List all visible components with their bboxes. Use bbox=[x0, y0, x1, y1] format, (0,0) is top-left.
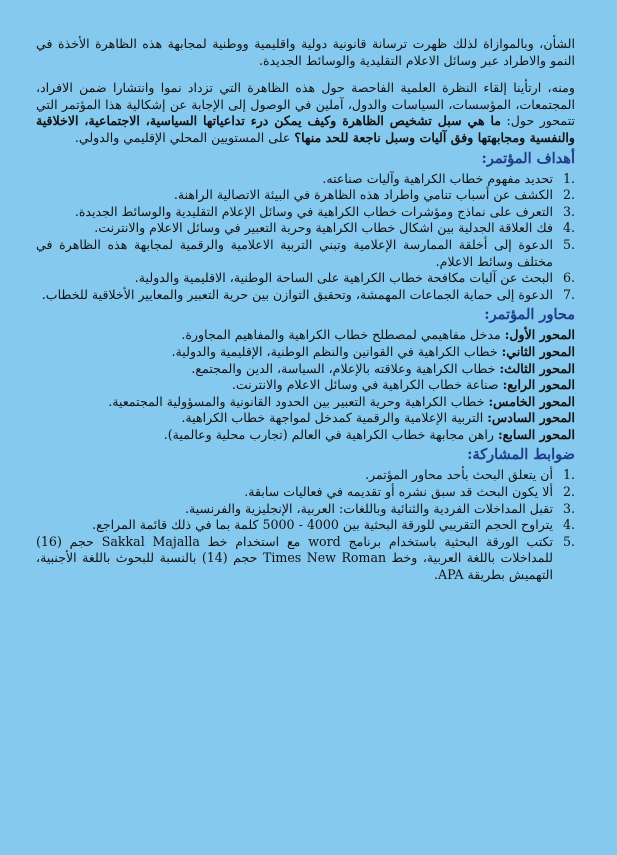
axis-label: المحور الثاني: bbox=[501, 343, 575, 359]
rule-number: .3 bbox=[562, 500, 575, 516]
paragraph-gap bbox=[36, 69, 575, 80]
goal-number: .3 bbox=[562, 203, 575, 219]
axis-label: المحور الثالث: bbox=[499, 360, 575, 376]
rules-heading: ضوابط المشاركة: bbox=[467, 446, 575, 464]
rule-item bbox=[36, 467, 575, 484]
rule-number: .2 bbox=[562, 484, 575, 500]
rule-text: ألا يكون البحث قد سبق نشره أو تقديمه في فعاليات سابقة. bbox=[244, 484, 553, 500]
axis-label: المحور السادس: bbox=[487, 410, 575, 426]
axis-text: خطاب الكراهية وعلاقته بالإعلام، السياسة، الدين والمجتمع. bbox=[191, 360, 500, 376]
goal-item bbox=[36, 287, 575, 304]
intro-p2-end: على المستويين المحلي الإقليمي والدولي. bbox=[74, 129, 295, 145]
axis-item bbox=[36, 394, 575, 411]
goal-text: فك العلاقة الجدلية بين اشكال خطاب الكراهية وحرية التعبير في وسائل الاعلام والانترنت. bbox=[94, 220, 553, 236]
axis-text: خطاب الكراهية وحرية التعبير بين الحدود القانونية والمسؤولية المجتمعية. bbox=[108, 393, 489, 409]
problem-statement: ما هي سبل تشخيص الظاهرة وكيف يمكن درء تداعياتها السياسية، الاجتماعية، الاخلاقية والنفسية ومجابهتها وفق آليات وسبل ناجعة للحد منها؟ bbox=[36, 113, 575, 145]
rule-text: تكتب الورقة البحثية باستخدام برنامج word مع استخدام خط Sakkal Majalla حجم (16) للمداخلات باللغة العربية، وخط Times New Roman حجم (14) بالنسبة للبحوث باللغة الأجنبية، التهميش بطريقة APA. bbox=[36, 533, 554, 583]
rule-item bbox=[36, 501, 575, 518]
goal-text: الكشف عن أسباب تنامي واطراد هذه الظاهرة في البيئة الاتصالية الراهنة. bbox=[173, 187, 553, 203]
goals-heading: أهداف المؤتمر: bbox=[481, 149, 575, 167]
intro-p2-start: ومنه، ارتأينا إلقاء النظرة العلمية الفاحصة حول هذه الظاهرة التي تزداد نموا وانتشارا ضمن الافراد، المجتمعات، المؤسسات، السياسات والدول، آملين في الوصول إلى الإجابة عن إشكالية هذا المؤتمر التي تتمحور حول: bbox=[36, 80, 576, 129]
rule-number: .5 bbox=[562, 533, 575, 549]
goal-item bbox=[36, 204, 575, 221]
rule-number: .1 bbox=[562, 467, 575, 483]
rule-item bbox=[36, 534, 575, 584]
rule-number: .4 bbox=[562, 517, 575, 533]
rule-text: أن يتعلق البحث بأحد محاور المؤتمر. bbox=[365, 467, 553, 483]
rules-list bbox=[36, 467, 575, 583]
rule-item bbox=[36, 517, 575, 534]
axis-item bbox=[36, 377, 575, 394]
axis-text: صناعة خطاب الكراهية في وسائل الاعلام والانترنت. bbox=[231, 377, 503, 393]
goal-item bbox=[36, 270, 575, 287]
goal-text: البحث عن آليات مكافحة خطاب الكراهية على الساحة الوطنية، الاقليمية والدولية. bbox=[134, 270, 553, 286]
axis-item bbox=[36, 361, 575, 378]
rule-item bbox=[36, 484, 575, 501]
goal-item bbox=[36, 171, 575, 188]
goal-text: تحديد مفهوم خطاب الكراهية وآليات صناعته. bbox=[322, 170, 553, 186]
axis-label: المحور الرابع: bbox=[502, 377, 575, 393]
axis-item bbox=[36, 410, 575, 427]
axes-list bbox=[36, 327, 575, 443]
goal-item bbox=[36, 187, 575, 204]
rule-text: تقبل المداخلات الفردية والثنائية وباللغات: العربية، الإنجليزية والفرنسية. bbox=[185, 500, 553, 516]
goal-text: الدعوة إلى أخلقة الممارسة الإعلامية وتبني التربية الاعلامية والرقمية لمجابهة هذه الظاهرة في مختلف وسائط الاعلام. bbox=[36, 236, 553, 269]
axis-item bbox=[36, 327, 575, 344]
intro-paragraph-2 bbox=[36, 80, 575, 146]
goal-number: .5 bbox=[562, 236, 575, 252]
axis-text: خطاب الكراهية في القوانين والنظم الوطنية، الإقليمية والدولية. bbox=[171, 343, 502, 359]
goal-text: الدعوة إلى حماية الجماعات المهمشة، وتحقيق التوازن بين حرية التعبير والمعايير الأخلاقية للخطاب. bbox=[41, 286, 553, 302]
intro-paragraph-1: الشأن، وبالموازاة لذلك ظهرت ترسانة قانونية دولية واقليمية ووطنية لمجابهة هذه الظاهرة الأخذة في النمو والاطراد عبر وسائل الاعلام التقليدية والوسائط الجديدة. bbox=[36, 36, 575, 68]
axis-text: مدخل مفاهيمي لمصطلح خطاب الكراهية والمفاهيم المجاورة. bbox=[181, 327, 505, 343]
axis-item bbox=[36, 344, 575, 361]
rule-text: يتراوح الحجم التقريبي للورقة البحثية بين 4000 - 5000 كلمة بما في ذلك قائمة المراجع. bbox=[92, 517, 553, 533]
axes-heading: محاور المؤتمر: bbox=[484, 306, 575, 324]
goal-number: .6 bbox=[562, 270, 575, 286]
goal-text: التعرف على نماذج ومؤشرات خطاب الكراهية في وسائل الإعلام التقليدية والوسائط الجديدة. bbox=[74, 203, 553, 219]
goal-item bbox=[36, 220, 575, 237]
goal-number: .7 bbox=[562, 286, 575, 302]
goals-list bbox=[36, 171, 575, 304]
axis-item bbox=[36, 427, 575, 444]
axis-label: المحور الخامس: bbox=[488, 393, 575, 409]
axis-text: راهن مجابهة خطاب الكراهية في العالم (تجارب محلية وعالمية). bbox=[163, 426, 499, 442]
axis-label: المحور السابع: bbox=[498, 426, 575, 442]
goal-item bbox=[36, 237, 575, 270]
axis-text: التربية الإعلامية والرقمية كمدخل لمواجهة خطاب الكراهية. bbox=[181, 410, 488, 426]
goal-number: .2 bbox=[562, 187, 575, 203]
goal-number: .4 bbox=[562, 220, 575, 236]
goal-number: .1 bbox=[562, 170, 575, 186]
axis-label: المحور الأول: bbox=[504, 327, 575, 343]
